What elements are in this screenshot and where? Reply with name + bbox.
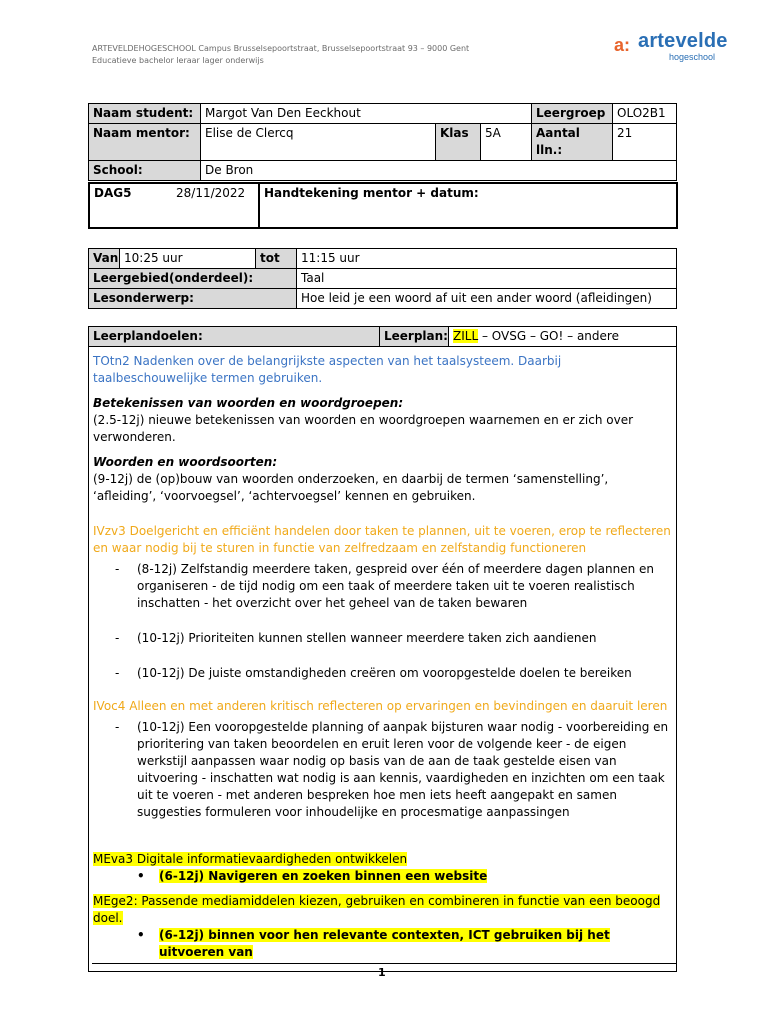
lesson-info-table [88,248,677,309]
school-row [89,161,677,181]
day-row [89,183,677,228]
day-label: DAG5 [89,183,172,228]
words-text: (9-12j) de (op)bouw van woorden onderzoeken, en daarbij de termen ‘samenstelling’, ‘afleiding’, ‘voorvoegsel’, ‘achtervoegsel’ kennen en gebruiken. [93,472,609,503]
goal-ivoc4: IVoc4 Alleen en met anderen kritisch reflecteren op ervaringen en bevindingen en daaruit leren [93,699,668,713]
meanings-title: Betekenissen van woorden en woordgroepen: [93,396,404,410]
objectives-label: Leerplandoelen: [89,327,380,347]
objectives-content [89,347,677,972]
objectives-header-row [89,327,677,347]
goal-meva3-wrap [93,851,672,868]
page-header [92,43,469,67]
from-label: Van [89,249,120,269]
logo-subtitle: hogeschool [669,52,716,62]
learning-area-label: Leergebied(onderdeel): [89,269,297,289]
page-number: 1 [378,966,386,979]
group-value: OLO2B1 [613,104,677,124]
area-row [89,269,677,289]
logo-wordmark: artevelde [638,30,728,52]
class-value: 5A [481,124,532,161]
from-value: 10:25 uur [120,249,256,269]
curriculum-options [449,327,677,347]
curriculum-label: Leerplan: [380,327,449,347]
objectives-content-row [89,347,677,972]
list-item: - (8-12j) Zelfstandig meerdere taken, gespreid over één of meerdere dagen plannen en organiseren - de tijd nodig om een taak of meerdere taken uit te voeren realistisch inschatten - het overzicht over het geheel van de taken bewaren [93,561,672,612]
student-name-label: Naam student: [89,104,201,124]
objectives-table [88,326,677,972]
goal-mege2-wrap [93,893,672,927]
ivzv3-list [93,561,672,682]
goal-mege2: MEge2: Passende mediamiddelen kiezen, gebruiken en combineren in functie van een beoogd doel. [93,894,661,925]
mentor-name-value: Elise de Clercq [201,124,436,161]
to-label: tot [256,249,297,269]
class-label: Klas [436,124,481,161]
institution-address: ARTEVELDEHOGESCHOOL Campus Brusselsepoortstraat, Brusselsepoortstraat 93 – 9000 Gent [92,44,470,53]
group-label: Leergroep [532,104,613,124]
student-row [89,104,677,124]
list-item: - (10-12j) Een vooropgestelde planning of aanpak bijsturen waar nodig - voorbereiding en prioritering van taken beoordelen en eruit leren voor de volgende keer - de eigen werkstijl aanpassen waar nodig op basis van de aan de taak gestelde eisen van uitvoering - inschatten wat nodig is aan kennis, vaardigheden en inzichten om een taak uit te voeren - met anderen bespreken hoe men iets heeft aangepakt en samen suggesties formuleren voor inhoudelijke en procesmatige aanpassingen [93,719,672,821]
time-row [89,249,677,269]
goal-ivzv3: IVzv3 Doelgericht en efficiënt handelen door taken te plannen, uit te voeren, erop te reflecteren en waar nodig bij te sturen in functie van zelfredzaam en zelfstandig functioneren [93,524,671,555]
pupils-value: 21 [613,124,677,161]
pupils-label: Aantal lln.: [532,124,613,161]
meanings-text: (2.5-12j) nieuwe betekenissen van woorden en woordgroepen waarnemen en er zich over verwonderen. [93,413,634,444]
goal-meva3: MEva3 Digitale informatievaardigheden ontwikkelen [93,852,408,866]
day-signature-table [88,182,678,229]
student-info-table [88,103,677,181]
list-item: - (10-12j) Prioriteiten kunnen stellen wanneer meerdere taken zich aandienen [93,630,672,647]
logo-mark: a: [614,35,631,55]
list-item-text: (6-12j) Navigeren en zoeken binnen een website [159,869,488,883]
student-name-value: Margot Van Den Eeckhout [201,104,532,124]
mentor-signature-field[interactable]: Handtekening mentor + datum: [259,183,677,228]
footer-divider [92,963,676,964]
subject-row [89,289,677,309]
mentor-name-label: Naam mentor: [89,124,201,161]
artevelde-logo [612,30,752,66]
day-date: 28/11/2022 [172,183,259,228]
mege2-list [93,927,672,961]
list-item [93,868,672,885]
school-label: School: [89,161,201,181]
list-item [93,927,672,961]
lesson-subject-label: Lesonderwerp: [89,289,297,309]
meva3-list [93,868,672,885]
to-value: 11:15 uur [297,249,677,269]
program-name: Educatieve bachelor leraar lager onderwijs [92,56,264,65]
curriculum-zill-selected[interactable]: ZILL [453,329,479,343]
school-value: De Bron [201,161,677,181]
learning-area-value: Taal [297,269,677,289]
list-item: - (10-12j) De juiste omstandigheden creëren om vooropgestelde doelen te bereiken [93,665,672,682]
list-item-text: (6-12j) binnen voor hen relevante contexten, ICT gebruiken bij het uitvoeren van [159,928,610,959]
mentor-row [89,124,677,161]
words-title: Woorden en woordsoorten: [93,455,278,469]
ivoc4-list [93,719,672,821]
goal-totn2: TOtn2 Nadenken over de belangrijkste aspecten van het taalsysteem. Daarbij taalbeschouwelijke termen gebruiken. [93,354,562,385]
lesson-subject-value: Hoe leid je een woord af uit een ander woord (afleidingen) [297,289,677,309]
curriculum-other-options: – OVSG – GO! – andere [478,329,619,343]
